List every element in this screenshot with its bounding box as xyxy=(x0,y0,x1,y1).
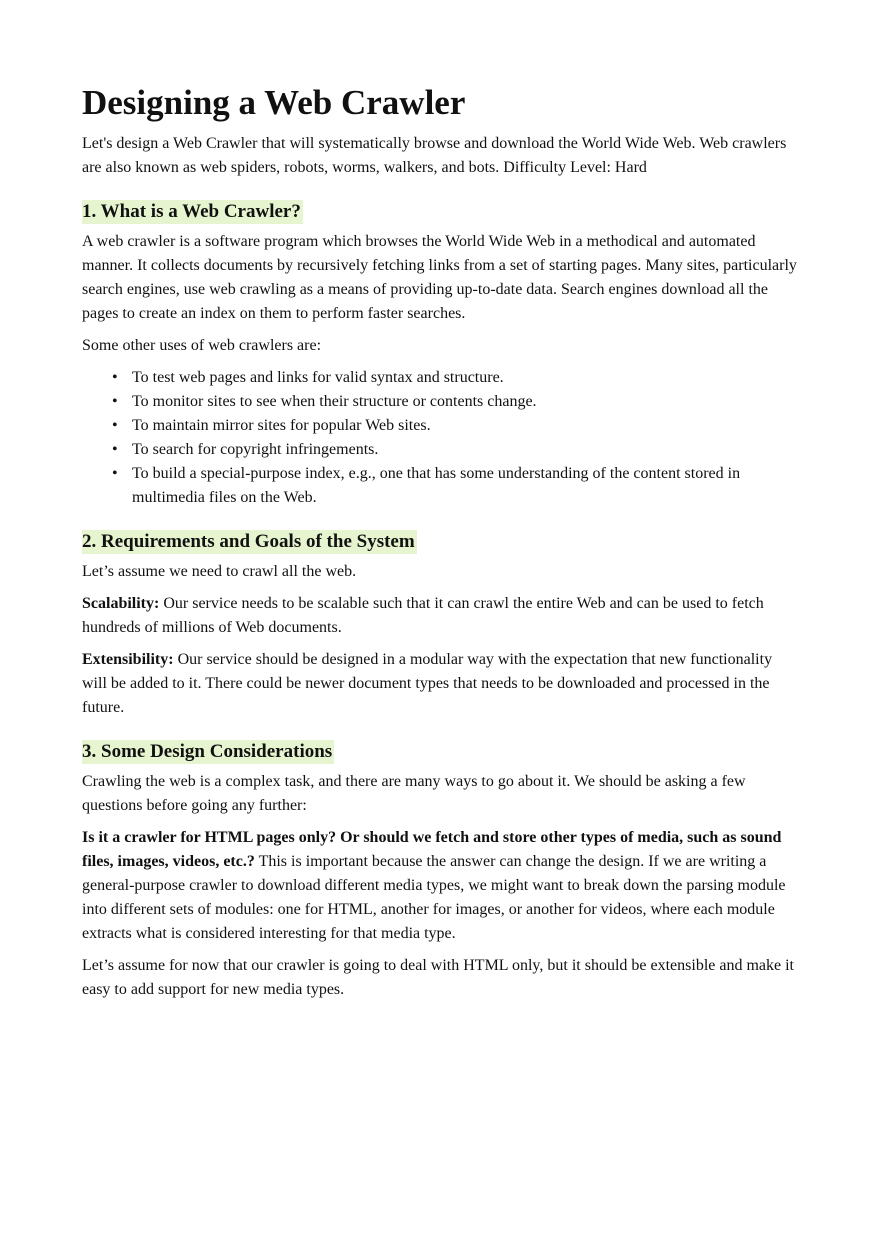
list-item: • To test web pages and links for valid syntax and structure. xyxy=(132,366,798,390)
section-2-header xyxy=(82,530,798,554)
section-1-heading: 1. What is a Web Crawler? xyxy=(82,201,301,222)
scalability-paragraph xyxy=(82,592,798,640)
extensibility-label: Extensibility: xyxy=(82,651,174,668)
list-item: • To monitor sites to see when their structure or contents change. xyxy=(132,390,798,414)
section-1-paragraph-1: A web crawler is a software program which browses the World Wide Web in a methodical and automated manner. It collects documents by recursively fetching links from a set of starting pages. Many sites, particularly search engines, use web crawling as a means of providing up-to-date data. Search engines download all the pages to create an index on them to perform faster searches. xyxy=(82,233,797,322)
media-question-text: This is important because the answer can change the design. If we are writing a general-purpose crawler to download different media types, we might want to break down the parsing module into different sets of modules: one for HTML, another for images, or another for videos, where each module extracts what is considered interesting for that media type. xyxy=(82,853,786,942)
list-item: • To search for copyright infringements. xyxy=(132,438,798,462)
section-1-paragraph-2: Some other uses of web crawlers are: xyxy=(82,337,322,354)
media-question-bold: Is it a crawler for HTML pages only? Or should we fetch and store other types of media, such as sound files, images, videos, etc.? xyxy=(82,829,782,870)
section-3-header xyxy=(82,740,798,764)
section-1-header xyxy=(82,200,798,224)
section-3-paragraph-3: Let’s assume for now that our crawler is going to deal with HTML only, but it should be extensible and make it easy to add support for new media types. xyxy=(82,957,794,998)
section-3-paragraph-1: Crawling the web is a complex task, and there are many ways to go about it. We should be asking a few questions before going any further: xyxy=(82,773,746,814)
media-question-paragraph xyxy=(82,826,798,946)
uses-list xyxy=(82,366,798,510)
list-item: • To maintain mirror sites for popular Web sites. xyxy=(132,414,798,438)
page-title: Designing a Web Crawler xyxy=(82,83,466,122)
intro-paragraph: Let's design a Web Crawler that will systematically browse and download the World Wide Web. Web crawlers are also known as web spiders, robots, worms, walkers, and bots. Difficulty Level: Hard xyxy=(82,135,787,176)
list-item: • To build a special-purpose index, e.g., one that has some understanding of the content stored in multimedia files on the Web. xyxy=(132,462,798,510)
section-2-paragraph-1: Let’s assume we need to crawl all the web. xyxy=(82,563,357,580)
section-3-heading: 3. Some Design Considerations xyxy=(82,741,333,762)
scalability-text: Our service needs to be scalable such that it can crawl the entire Web and can be used to fetch hundreds of millions of Web documents. xyxy=(82,595,764,636)
scalability-label: Scalability: xyxy=(82,595,160,612)
extensibility-paragraph xyxy=(82,648,798,720)
extensibility-text: Our service should be designed in a modular way with the expectation that new functionality will be added to it. There could be newer document types that needs to be downloaded and processed in the future. xyxy=(82,651,773,716)
section-2-heading: 2. Requirements and Goals of the System xyxy=(82,531,415,552)
